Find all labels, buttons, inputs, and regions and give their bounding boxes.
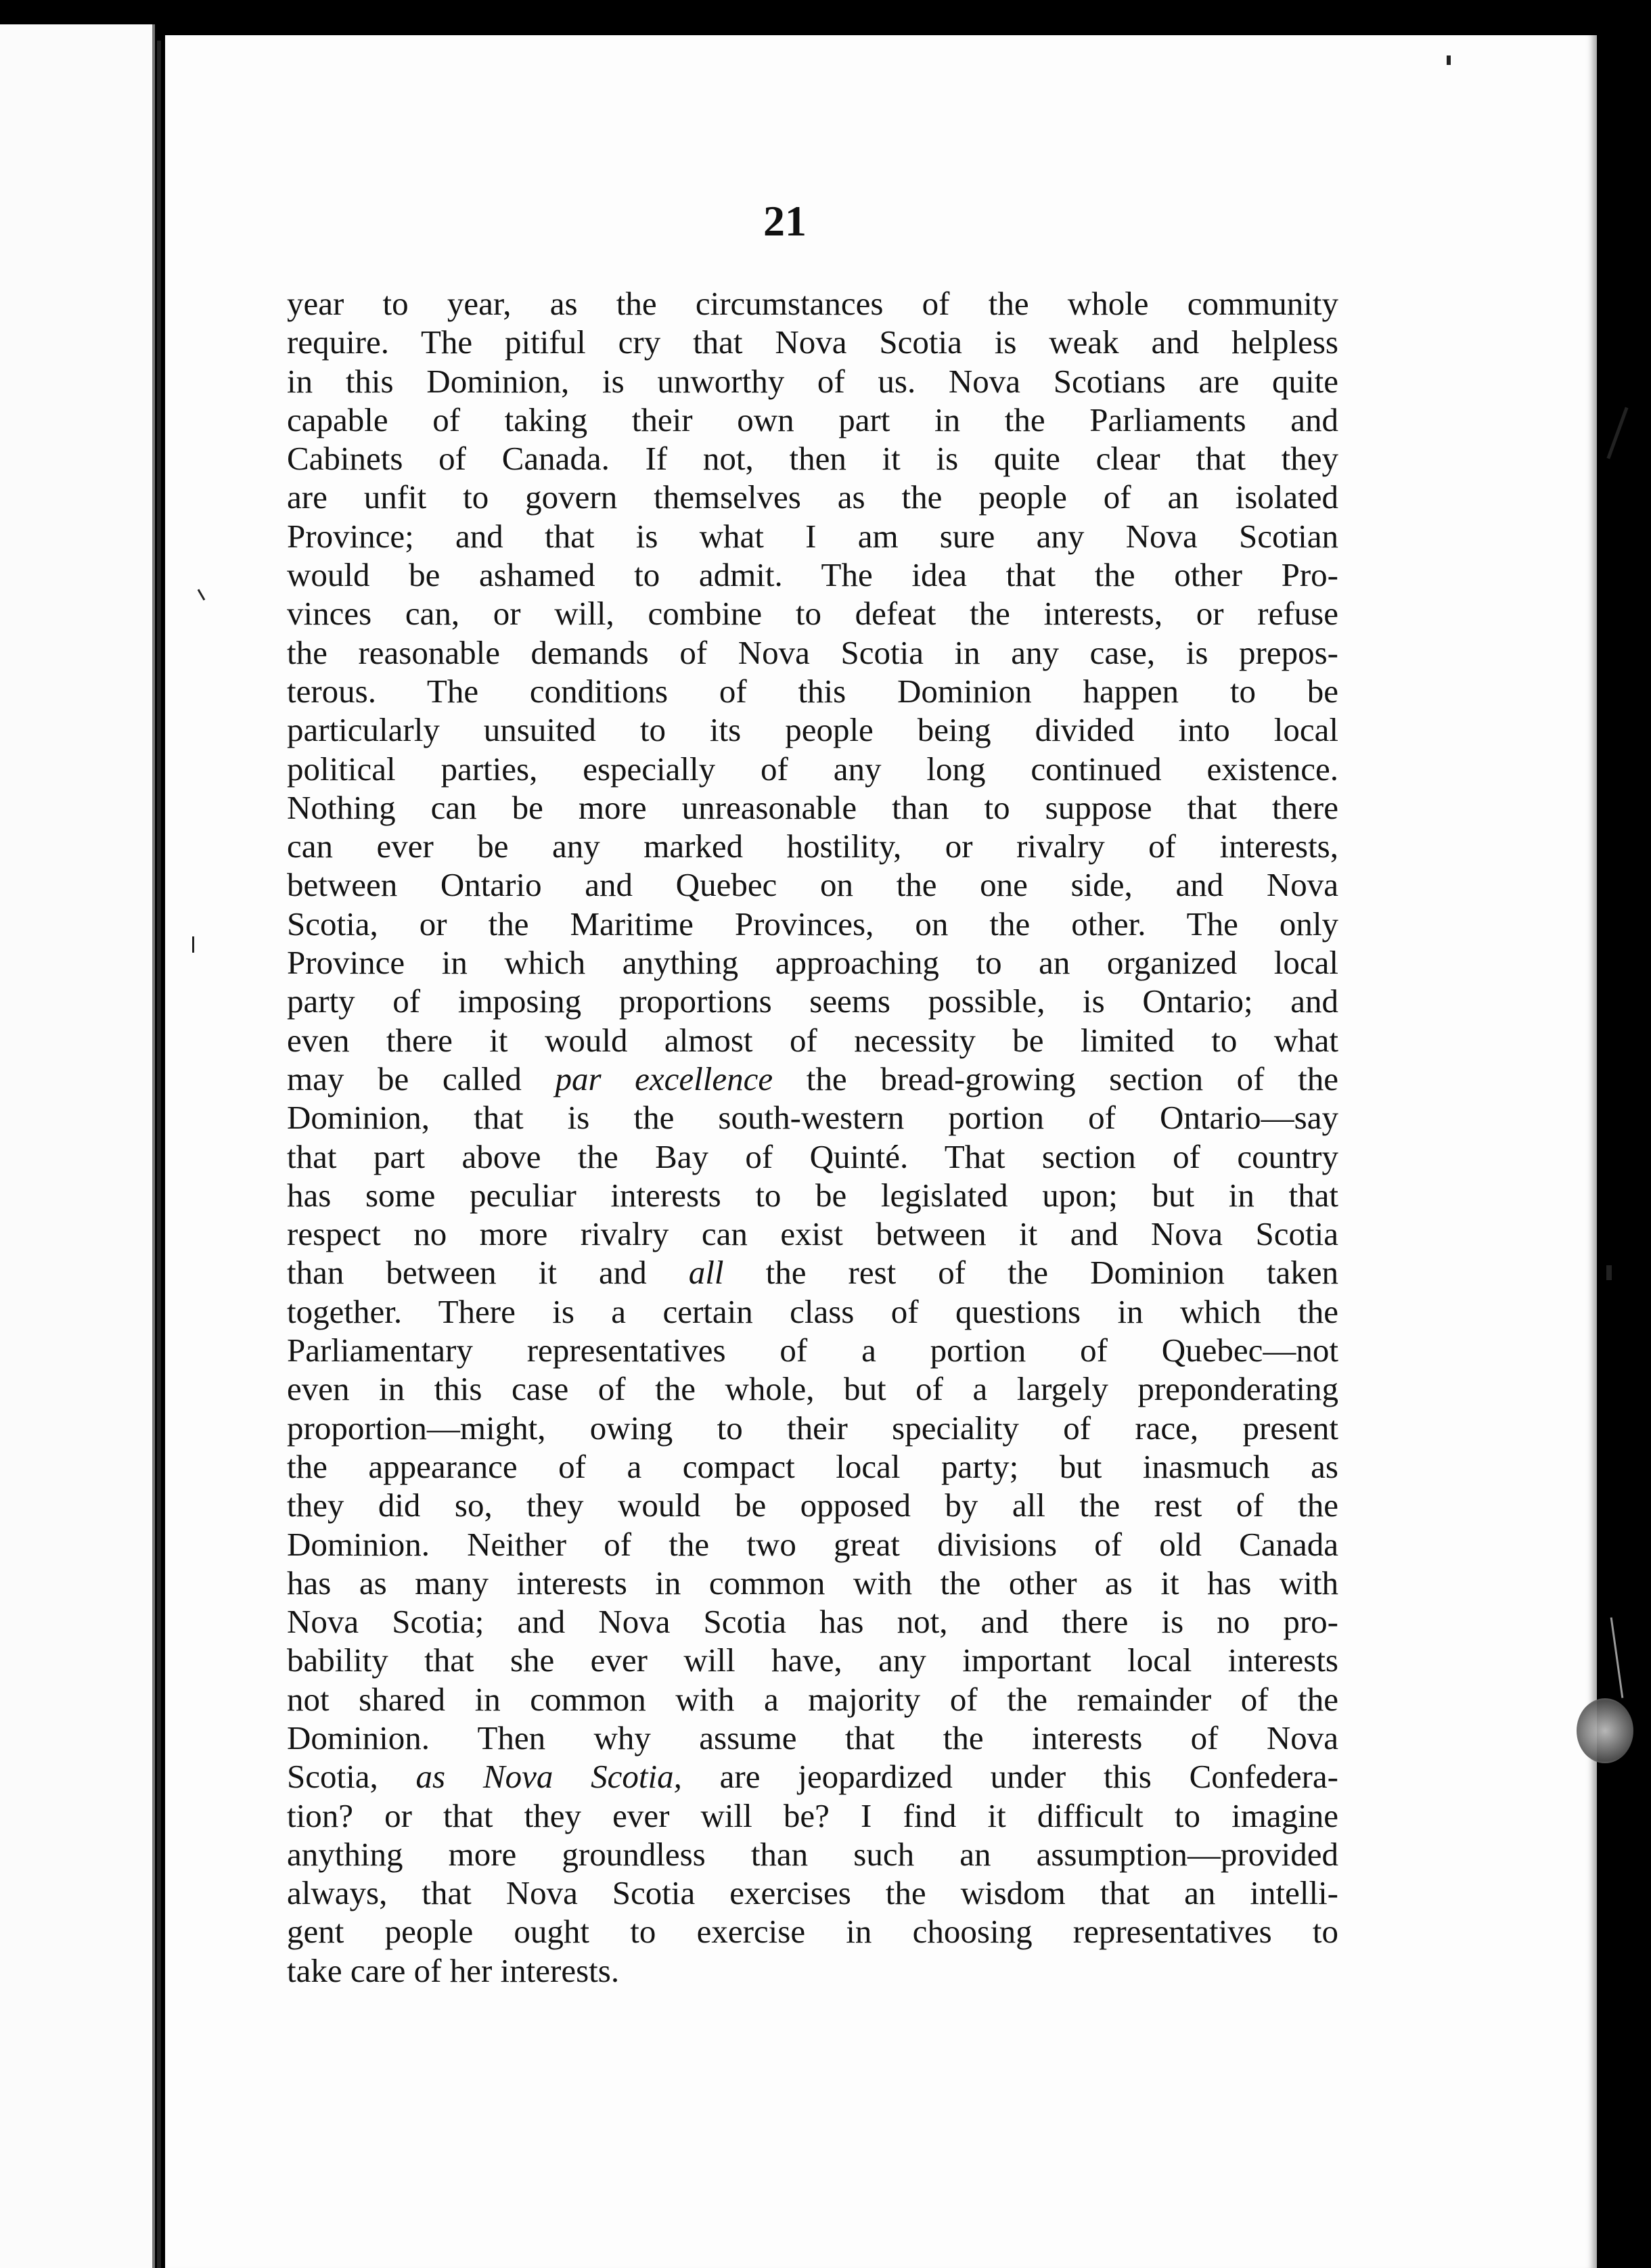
text-line: Province in which anything approaching to an organized local [287, 944, 1338, 982]
text-line: vinces can, or will, combine to defeat the interests, or refuse [287, 595, 1338, 633]
scan-mark [1610, 1617, 1624, 1698]
text-segment: than between it and [287, 1254, 689, 1292]
text-line: year to year, as the circumstances of the whole community [287, 285, 1338, 322]
text-line: gent people ought to exercise in choosing representatives to [287, 1913, 1338, 1951]
facing-page-edge [0, 24, 155, 2268]
text-line: require. The pitiful cry that Nova Scotia is weak and helpless [287, 323, 1338, 361]
text-line: they did so, they would be opposed by all the rest of the [287, 1487, 1338, 1524]
scan-mark [1606, 407, 1628, 459]
text-line: Nothing can be more unreasonable than to suppose that there [287, 788, 1338, 826]
text-line: the appearance of a compact local party; but inasmuch as [287, 1447, 1338, 1485]
text-line: would be ashamed to admit. The idea that the other Pro- [287, 556, 1338, 594]
text-line: Dominion. Then why assume that the interests of Nova [287, 1719, 1338, 1756]
text-line: capable of taking their own part in the Parliaments and [287, 401, 1338, 438]
text-segment: may be called [287, 1060, 556, 1097]
text-line: together. There is a certain class of questions in which the [287, 1292, 1338, 1330]
italic-phrase: as Nova Scotia, [415, 1758, 682, 1796]
text-line: between Ontario and Quebec on the one side, and Nova [287, 866, 1338, 904]
text-line: anything more groundless than such an assumption—provided [287, 1835, 1338, 1873]
text-line [287, 1060, 1338, 1098]
text-line [287, 1253, 1338, 1292]
text-line: proportion—might, owing to their speciality of race, present [287, 1409, 1338, 1447]
text-line: even in this case of the whole, but of a largely preponderating [287, 1370, 1338, 1408]
text-line: Dominion. Neither of the two great divisions of old Canada [287, 1525, 1338, 1563]
text-line: the reasonable demands of Nova Scotia in any case, is prepos- [287, 633, 1338, 671]
text-line: has some peculiar interests to be legislated upon; but in that [287, 1176, 1338, 1214]
text-line: Dominion, that is the south-western portion of Ontario—say [287, 1099, 1338, 1137]
text-line: bability that she ever will have, any important local interests [287, 1641, 1338, 1679]
text-line: that part above the Bay of Quinté. That section of country [287, 1137, 1338, 1175]
text-line: Scotia, or the Maritime Provinces, on the other. The only [287, 905, 1338, 943]
scan-mark [1606, 1265, 1612, 1280]
seal-stamp [1577, 1698, 1633, 1763]
text-line: party of imposing proportions seems possible, is Ontario; and [287, 982, 1338, 1020]
text-line: Parliamentary representatives of a portion of Quebec—not [287, 1332, 1338, 1369]
body-text [287, 284, 1338, 1990]
text-line: Province; and that is what I am sure any Nova Scotian [287, 517, 1338, 555]
book-gutter [157, 41, 161, 2268]
text-segment: the rest of the Dominion taken [723, 1254, 1338, 1292]
text-line: terous. The conditions of this Dominion happen to be [287, 672, 1338, 710]
scan-mark [192, 936, 194, 953]
text-line: can ever be any marked hostility, or rivalry of interests, [287, 827, 1338, 865]
text-line: are unfit to govern themselves as the people of an isolated [287, 478, 1338, 516]
text-line: in this Dominion, is unworthy of us. Nova Scotians are quite [287, 362, 1338, 400]
text-line: not shared in common with a majority of the remainder of the [287, 1680, 1338, 1718]
text-line: take care of her interests. [287, 1951, 620, 1989]
text-line: always, that Nova Scotia exercises the wisdom that an intelli- [287, 1874, 1338, 1912]
text-line: respect no more rivalry can exist between it and Nova Scotia [287, 1215, 1338, 1253]
text-segment: are jeopardized under this Confedera- [681, 1758, 1338, 1796]
text-line: Cabinets of Canada. If not, then it is quite clear that they [287, 440, 1338, 478]
text-line: particularly unsuited to its people being divided into local [287, 711, 1338, 749]
text-line: tion? or that they ever will be? I find it difficult to imagine [287, 1796, 1338, 1834]
page-number: 21 [763, 197, 807, 245]
text-line: has as many interests in common with the other as it has with [287, 1564, 1338, 1602]
text-line: political parties, especially of any long continued existence. [287, 750, 1338, 788]
text-line: even there it would almost of necessity be limited to what [287, 1021, 1338, 1059]
italic-phrase: all [688, 1254, 724, 1292]
italic-phrase: par excellence [555, 1060, 773, 1097]
text-segment: Scotia, [287, 1758, 416, 1796]
text-segment: the bread-growing section of the [773, 1060, 1338, 1097]
text-line: Nova Scotia; and Nova Scotia has not, and there is no pro- [287, 1603, 1338, 1641]
scan-mark [1447, 55, 1451, 65]
text-line [287, 1757, 1338, 1796]
